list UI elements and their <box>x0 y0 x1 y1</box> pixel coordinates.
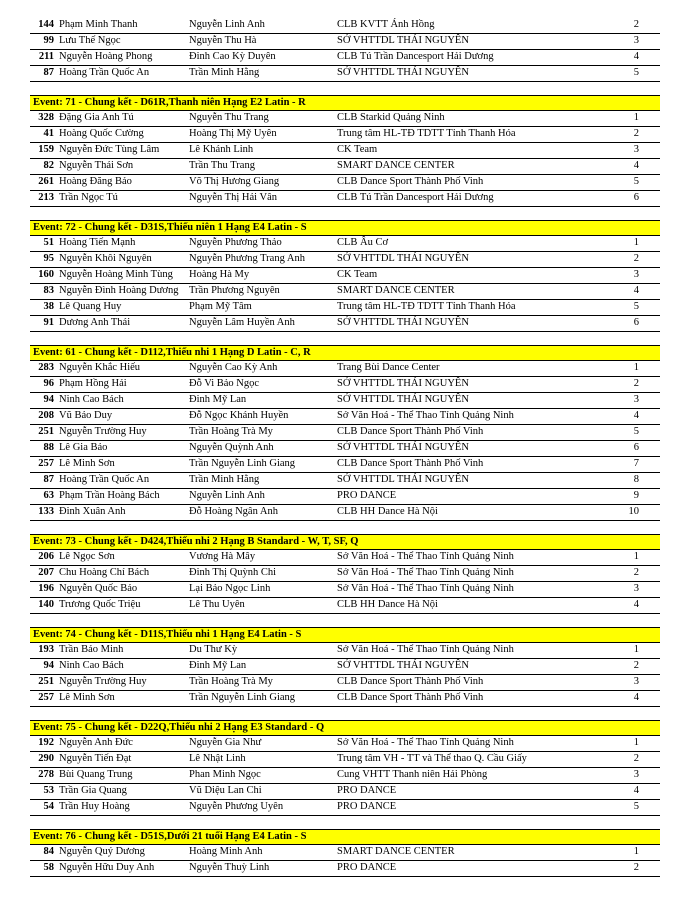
partner-name: Trần Hoàng Trà My <box>189 426 273 437</box>
competitor-number: 38 <box>43 301 54 312</box>
placement: 1 <box>633 846 639 857</box>
lead-dancer-name: Lê Gia Bảo <box>59 442 108 453</box>
result-row <box>30 236 660 252</box>
result-row <box>30 393 660 409</box>
result-row <box>30 800 660 816</box>
partner-name: Đỗ Hoàng Ngân Anh <box>189 506 278 517</box>
result-row <box>30 691 660 707</box>
lead-dancer-name: Hoàng Trần Quốc An <box>59 67 150 78</box>
club-name: Trung tâm HL-TĐ TDTT Tỉnh Thanh Hóa <box>337 128 516 139</box>
lead-dancer-name: Vũ Bảo Duy <box>59 410 113 421</box>
competitor-number: 133 <box>38 506 54 517</box>
partner-name: Hoàng Minh Anh <box>189 846 263 857</box>
competitor-number: 193 <box>38 644 54 655</box>
club-name: SMART DANCE CENTER <box>337 846 455 857</box>
placement: 10 <box>628 506 639 517</box>
partner-name: Lê Khánh Linh <box>189 144 254 155</box>
result-row <box>30 175 660 191</box>
competitor-number: 257 <box>38 458 54 469</box>
club-name: CLB HH Dance Hà Nội <box>337 599 438 610</box>
club-name: CLB Dance Sport Thành Phố Vinh <box>337 458 484 469</box>
result-row <box>30 300 660 316</box>
club-name: CLB HH Dance Hà Nội <box>337 506 438 517</box>
event-block <box>30 18 660 82</box>
competitor-number: 94 <box>43 660 54 671</box>
partner-name: Đinh Mỹ Lan <box>189 394 247 405</box>
lead-dancer-name: Nguyễn Trường Huy <box>59 676 147 687</box>
lead-dancer-name: Ninh Cao Bách <box>59 660 124 671</box>
club-name: CLB KVTT Ánh Hồng <box>337 19 435 30</box>
club-name: Trung tâm VH - TT và Thể thao Q. Cầu Giấy <box>337 753 527 764</box>
spacer <box>30 521 660 534</box>
event-block <box>30 207 660 332</box>
result-row <box>30 768 660 784</box>
spacer <box>30 707 660 720</box>
club-name: PRO DANCE <box>337 785 397 796</box>
partner-name: Đinh Cao Kỳ Duyên <box>189 51 276 62</box>
partner-name: Trần Minh Hằng <box>189 67 260 78</box>
placement: 1 <box>633 237 639 248</box>
club-name: Sở Văn Hoá - Thể Thao Tỉnh Quảng Ninh <box>337 567 514 578</box>
lead-dancer-name: Nguyễn Hữu Duy Anh <box>59 862 155 873</box>
competitor-number: 261 <box>38 176 54 187</box>
competitor-number: 290 <box>38 753 54 764</box>
result-row <box>30 505 660 521</box>
lead-dancer-name: Nguyễn Tiến Đạt <box>59 753 132 764</box>
club-name: CLB Dance Sport Thành Phố Vinh <box>337 692 484 703</box>
result-row <box>30 845 660 861</box>
competitor-number: 63 <box>43 490 54 501</box>
partner-name: Nguyễn Cao Kỳ Anh <box>189 362 278 373</box>
competitor-number: 328 <box>38 112 54 123</box>
result-row <box>30 861 660 877</box>
placement: 2 <box>633 128 639 139</box>
placement: 1 <box>633 362 639 373</box>
lead-dancer-name: Đinh Xuân Anh <box>59 506 126 517</box>
event-title: Event: 75 - Chung kết - D22Q,Thiếu nhi 2 Hạng E3 Standard - Q <box>30 720 660 736</box>
partner-name: Nguyễn Lâm Huyền Anh <box>189 317 295 328</box>
placement: 6 <box>633 442 639 453</box>
lead-dancer-name: Lê Minh Sơn <box>59 458 115 469</box>
event-block <box>30 521 660 614</box>
lead-dancer-name: Nguyễn Hoàng Phong <box>59 51 153 62</box>
competitor-number: 213 <box>38 192 54 203</box>
partner-name: Du Thư Kỳ <box>189 644 238 655</box>
event-title: Event: 71 - Chung kết - D61R,Thanh niên Hạng E2 Latin - R <box>30 95 660 111</box>
competitor-number: 94 <box>43 394 54 405</box>
placement: 3 <box>633 144 639 155</box>
competitor-number: 192 <box>38 737 54 748</box>
lead-dancer-name: Lê Ngọc Sơn <box>59 551 115 562</box>
partner-name: Nguyễn Thu Hà <box>189 35 257 46</box>
partner-name: Nguyễn Thu Trang <box>189 112 269 123</box>
lead-dancer-name: Nguyễn Hoàng Minh Tùng <box>59 269 173 280</box>
lead-dancer-name: Phạm Minh Thanh <box>59 19 138 30</box>
lead-dancer-name: Nguyễn Quý Dương <box>59 846 145 857</box>
placement: 4 <box>633 692 639 703</box>
lead-dancer-name: Ninh Cao Bách <box>59 394 124 405</box>
placement: 4 <box>633 51 639 62</box>
result-row <box>30 784 660 800</box>
partner-name: Hoàng Hà My <box>189 269 250 280</box>
competitor-number: 87 <box>43 474 54 485</box>
lead-dancer-name: Hoàng Đăng Bảo <box>59 176 132 187</box>
lead-dancer-name: Nguyễn Khắc Hiếu <box>59 362 141 373</box>
placement: 4 <box>633 599 639 610</box>
competitor-number: 208 <box>38 410 54 421</box>
lead-dancer-name: Chu Hoàng Chí Bách <box>59 567 150 578</box>
result-row <box>30 457 660 473</box>
lead-dancer-name: Trần Ngọc Tú <box>59 192 118 203</box>
partner-name: Nguyễn Quỳnh Anh <box>189 442 274 453</box>
placement: 2 <box>633 753 639 764</box>
placement: 3 <box>633 269 639 280</box>
placement: 2 <box>633 19 639 30</box>
placement: 5 <box>633 67 639 78</box>
lead-dancer-name: Dương Anh Thái <box>59 317 131 328</box>
competitor-number: 206 <box>38 551 54 562</box>
placement: 2 <box>633 378 639 389</box>
placement: 5 <box>633 426 639 437</box>
partner-name: Nguyễn Linh Anh <box>189 19 265 30</box>
placement: 4 <box>633 160 639 171</box>
competitor-number: 251 <box>38 426 54 437</box>
placement: 9 <box>633 490 639 501</box>
placement: 3 <box>633 394 639 405</box>
club-name: PRO DANCE <box>337 801 397 812</box>
result-row <box>30 50 660 66</box>
placement: 2 <box>633 253 639 264</box>
lead-dancer-name: Nguyễn Khôi Nguyên <box>59 253 152 264</box>
partner-name: Nguyễn Phương Thảo <box>189 237 282 248</box>
competitor-number: 41 <box>43 128 54 139</box>
club-name: SMART DANCE CENTER <box>337 285 455 296</box>
placement: 3 <box>633 769 639 780</box>
event-title: Event: 61 - Chung kết - D112,Thiếu nhi 1 Hạng D Latin - C, R <box>30 345 660 361</box>
lead-dancer-name: Trần Bảo Minh <box>59 644 124 655</box>
result-row <box>30 191 660 207</box>
lead-dancer-name: Hoàng Quốc Cường <box>59 128 144 139</box>
club-name: Trang Bùi Dance Center <box>337 362 440 373</box>
competitor-number: 251 <box>38 676 54 687</box>
partner-name: Lê Thu Uyên <box>189 599 245 610</box>
placement: 4 <box>633 285 639 296</box>
competitor-number: 278 <box>38 769 54 780</box>
club-name: PRO DANCE <box>337 490 397 501</box>
lead-dancer-name: Nguyễn Thái Sơn <box>59 160 134 171</box>
event-block <box>30 332 660 521</box>
placement: 2 <box>633 862 639 873</box>
lead-dancer-name: Nguyễn Anh Đức <box>59 737 133 748</box>
placement: 3 <box>633 676 639 687</box>
lead-dancer-name: Trần Gia Quang <box>59 785 127 796</box>
result-row <box>30 409 660 425</box>
result-row <box>30 598 660 614</box>
club-name: SỞ VHTTDL THÁI NGUYÊN <box>337 317 469 328</box>
lead-dancer-name: Nguyễn Đình Hoàng Dương <box>59 285 179 296</box>
result-row <box>30 659 660 675</box>
lead-dancer-name: Trần Huy Hoàng <box>59 801 130 812</box>
spacer <box>30 614 660 627</box>
lead-dancer-name: Phạm Trần Hoàng Bách <box>59 490 160 501</box>
competitor-number: 58 <box>43 862 54 873</box>
partner-name: Vũ Diệu Lan Chi <box>189 785 262 796</box>
result-row <box>30 489 660 505</box>
placement: 3 <box>633 583 639 594</box>
partner-name: Nguyễn Phương Uyên <box>189 801 284 812</box>
club-name: Cung VHTT Thanh niên Hải Phòng <box>337 769 488 780</box>
result-row <box>30 18 660 34</box>
club-name: CLB Dance Sport Thành Phố Vinh <box>337 676 484 687</box>
club-name: SỞ VHTTDL THÁI NGUYÊN <box>337 67 469 78</box>
club-name: PRO DANCE <box>337 862 397 873</box>
partner-name: Nguyễn Linh Anh <box>189 490 265 501</box>
competitor-number: 140 <box>38 599 54 610</box>
competitor-number: 159 <box>38 144 54 155</box>
partner-name: Võ Thị Hương Giang <box>189 176 280 187</box>
lead-dancer-name: Đặng Gia Anh Tú <box>59 112 134 123</box>
partner-name: Đỗ Ngọc Khánh Huyền <box>189 410 289 421</box>
result-row <box>30 127 660 143</box>
competitor-number: 196 <box>38 583 54 594</box>
partner-name: Trần Minh Hằng <box>189 474 260 485</box>
result-row <box>30 143 660 159</box>
lead-dancer-name: Nguyễn Quốc Bảo <box>59 583 138 594</box>
club-name: Sở Văn Hoá - Thể Thao Tỉnh Quảng Ninh <box>337 644 514 655</box>
competitor-number: 88 <box>43 442 54 453</box>
partner-name: Trần Phương Nguyên <box>189 285 280 296</box>
partner-name: Trần Thu Trang <box>189 160 255 171</box>
competitor-number: 144 <box>38 19 54 30</box>
competitor-number: 54 <box>43 801 54 812</box>
partner-name: Đỗ Vi Bảo Ngọc <box>189 378 260 389</box>
partner-name: Nguyễn Thuỳ Linh <box>189 862 270 873</box>
event-title: Event: 72 - Chung kết - D31S,Thiếu niên 1 Hạng E4 Latin - S <box>30 220 660 236</box>
result-row <box>30 111 660 127</box>
placement: 5 <box>633 801 639 812</box>
placement: 5 <box>633 176 639 187</box>
lead-dancer-name: Trương Quốc Triệu <box>59 599 141 610</box>
club-name: SỞ VHTTDL THÁI NGUYÊN <box>337 378 469 389</box>
placement: 4 <box>633 785 639 796</box>
club-name: Sở Văn Hoá - Thể Thao Tỉnh Quảng Ninh <box>337 583 514 594</box>
competitor-number: 283 <box>38 362 54 373</box>
competitor-number: 211 <box>38 51 54 62</box>
competitor-number: 51 <box>43 237 54 248</box>
partner-name: Phạm Mỹ Tâm <box>189 301 252 312</box>
placement: 7 <box>633 458 639 469</box>
result-row <box>30 736 660 752</box>
club-name: CLB Dance Sport Thành Phố Vinh <box>337 176 484 187</box>
event-title: Event: 73 - Chung kết - D424,Thiếu nhi 2 Hạng B Standard - W, T, SF, Q <box>30 534 660 550</box>
club-name: CK Team <box>337 269 378 280</box>
club-name: CLB Âu Cơ <box>337 237 389 248</box>
lead-dancer-name: Lê Minh Sơn <box>59 692 115 703</box>
results-page <box>30 18 660 877</box>
placement: 4 <box>633 410 639 421</box>
partner-name: Lại Bảo Ngọc Linh <box>189 583 271 594</box>
spacer <box>30 332 660 345</box>
partner-name: Vương Hà Mây <box>189 551 256 562</box>
partner-name: Đinh Mỹ Lan <box>189 660 247 671</box>
lead-dancer-name: Nguyễn Trường Huy <box>59 426 147 437</box>
competitor-number: 87 <box>43 67 54 78</box>
partner-name: Hoàng Thị Mỹ Uyên <box>189 128 277 139</box>
club-name: CLB Dance Sport Thành Phố Vinh <box>337 426 484 437</box>
club-name: SMART DANCE CENTER <box>337 160 455 171</box>
placement: 2 <box>633 660 639 671</box>
competitor-number: 160 <box>38 269 54 280</box>
result-row <box>30 34 660 50</box>
competitor-number: 207 <box>38 567 54 578</box>
club-name: SỞ VHTTDL THÁI NGUYÊN <box>337 660 469 671</box>
event-title: Event: 76 - Chung kết - D51S,Dưới 21 tuổi Hạng E4 Latin - S <box>30 829 660 845</box>
event-block <box>30 707 660 816</box>
placement: 1 <box>633 551 639 562</box>
result-row <box>30 316 660 332</box>
club-name: CLB Tú Trần Dancesport Hải Dương <box>337 192 494 203</box>
result-row <box>30 643 660 659</box>
club-name: SỞ VHTTDL THÁI NGUYÊN <box>337 35 469 46</box>
lead-dancer-name: Hoàng Tiến Mạnh <box>59 237 136 248</box>
partner-name: Trần Nguyễn Linh Giang <box>189 692 296 703</box>
result-row <box>30 473 660 489</box>
result-row <box>30 441 660 457</box>
club-name: CK Team <box>337 144 378 155</box>
result-row <box>30 566 660 582</box>
event-block <box>30 82 660 207</box>
club-name: SỞ VHTTDL THÁI NGUYÊN <box>337 253 469 264</box>
lead-dancer-name: Phạm Hồng Hải <box>59 378 127 389</box>
competitor-number: 53 <box>43 785 54 796</box>
lead-dancer-name: Nguyễn Đức Tùng Lâm <box>59 144 160 155</box>
partner-name: Nguyễn Phương Trang Anh <box>189 253 305 264</box>
placement: 1 <box>633 737 639 748</box>
lead-dancer-name: Lưu Thế Ngọc <box>59 35 121 46</box>
club-name: Sở Văn Hoá - Thể Thao Tỉnh Quảng Ninh <box>337 737 514 748</box>
spacer <box>30 207 660 220</box>
partner-name: Phan Minh Ngọc <box>189 769 261 780</box>
spacer <box>30 816 660 829</box>
placement: 1 <box>633 112 639 123</box>
lead-dancer-name: Lê Quang Huy <box>59 301 122 312</box>
result-row <box>30 550 660 566</box>
placement: 6 <box>633 317 639 328</box>
result-row <box>30 582 660 598</box>
club-name: SỞ VHTTDL THÁI NGUYÊN <box>337 442 469 453</box>
event-title: Event: 74 - Chung kết - D11S,Thiếu nhi 1 Hạng E4 Latin - S <box>30 627 660 643</box>
result-row <box>30 361 660 377</box>
lead-dancer-name: Bùi Quang Trung <box>59 769 133 780</box>
event-block <box>30 816 660 877</box>
result-row <box>30 377 660 393</box>
placement: 1 <box>633 644 639 655</box>
partner-name: Trần Hoàng Trà My <box>189 676 273 687</box>
result-row <box>30 675 660 691</box>
partner-name: Nguyễn Thị Hải Vân <box>189 192 277 203</box>
result-row <box>30 252 660 268</box>
result-row <box>30 425 660 441</box>
competitor-number: 96 <box>43 378 54 389</box>
result-row <box>30 268 660 284</box>
competitor-number: 82 <box>43 160 54 171</box>
partner-name: Trần Nguyễn Linh Giang <box>189 458 296 469</box>
lead-dancer-name: Hoàng Trần Quốc An <box>59 474 150 485</box>
placement: 8 <box>633 474 639 485</box>
placement: 2 <box>633 567 639 578</box>
club-name: CLB Starkid Quảng Ninh <box>337 112 445 123</box>
club-name: Sở Văn Hoá - Thể Thao Tỉnh Quảng Ninh <box>337 410 514 421</box>
partner-name: Lê Nhật Linh <box>189 753 246 764</box>
club-name: Sở Văn Hoá - Thể Thao Tỉnh Quảng Ninh <box>337 551 514 562</box>
event-block <box>30 614 660 707</box>
result-row <box>30 284 660 300</box>
club-name: SỞ VHTTDL THÁI NGUYÊN <box>337 474 469 485</box>
club-name: Trung tâm HL-TĐ TDTT Tỉnh Thanh Hóa <box>337 301 516 312</box>
result-row <box>30 66 660 82</box>
competitor-number: 257 <box>38 692 54 703</box>
result-row <box>30 752 660 768</box>
competitor-number: 99 <box>43 35 54 46</box>
competitor-number: 83 <box>43 285 54 296</box>
club-name: CLB Tú Trần Dancesport Hải Dương <box>337 51 494 62</box>
competitor-number: 84 <box>43 846 54 857</box>
partner-name: Đinh Thị Quỳnh Chi <box>189 567 277 578</box>
competitor-number: 91 <box>43 317 54 328</box>
placement: 6 <box>633 192 639 203</box>
competitor-number: 95 <box>43 253 54 264</box>
club-name: SỞ VHTTDL THÁI NGUYÊN <box>337 394 469 405</box>
placement: 3 <box>633 35 639 46</box>
placement: 5 <box>633 301 639 312</box>
partner-name: Nguyễn Gia Như <box>189 737 262 748</box>
result-row <box>30 159 660 175</box>
spacer <box>30 82 660 95</box>
